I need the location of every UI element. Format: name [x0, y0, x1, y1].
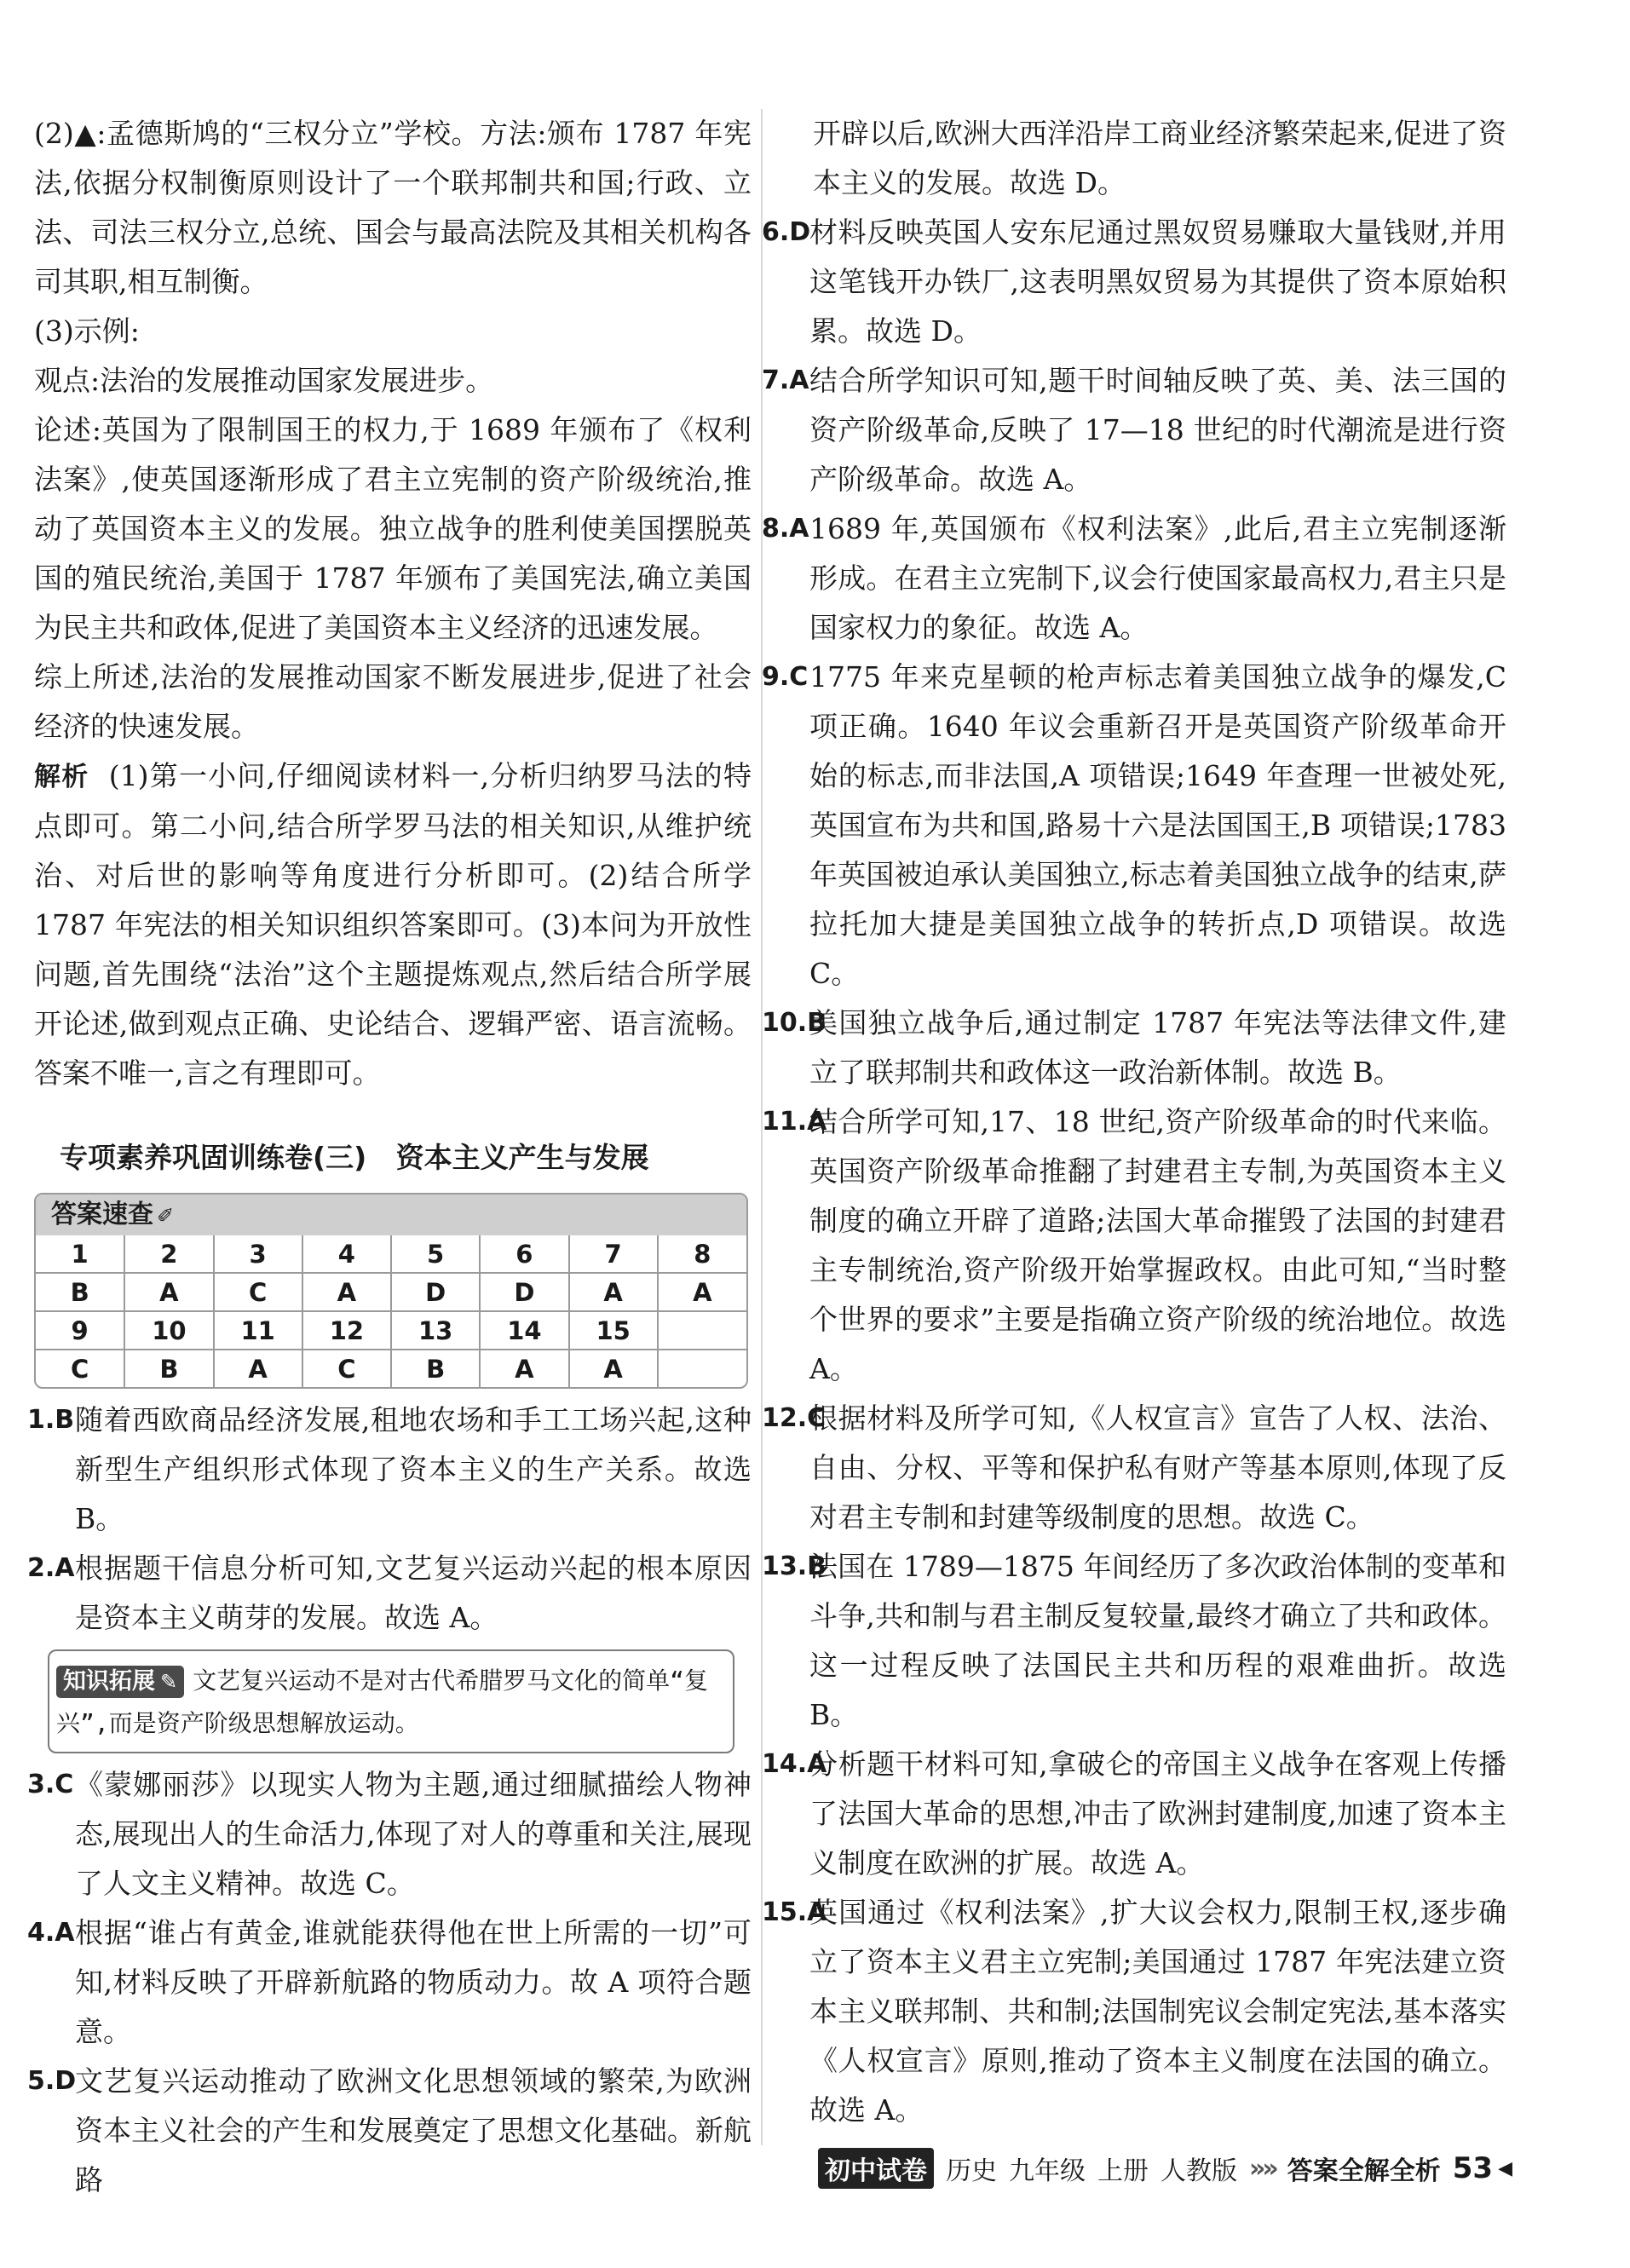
- argument: 论述:英国为了限制国王的权力,于 1689 年颁布了《权利法案》,使英国逐渐形成了君主立宪制的资产阶级统治,推动了英国资本主义的发展。独立战争的胜利使美国摆脱英国的殖民统治,美国于 1787 年颁布了美国宪法,确立美国为民主共和政体,促进了美国资本主义经济的迅速发展。: [34, 413, 752, 644]
- footer-title: 答案全解全析: [1287, 2156, 1441, 2186]
- table-cell: 12: [302, 1311, 391, 1350]
- item-text: 结合所学可知,17、18 世纪,资产阶级革命的时代来临。英国资产阶级革命推翻了封建君主专制,为英国资本主义制度的确立开辟了道路;法国大革命摧毁了法国的封建君主专制统治,资产阶级开始掌握政权。由此可知,“当时整个世界的要求”主要是指确立资产阶级的统治地位。故选 A。: [809, 1105, 1506, 1385]
- table-cell: B: [391, 1350, 480, 1387]
- answer-table-header: 答案速查 ✐: [36, 1194, 746, 1235]
- right-column: [762, 109, 1506, 2135]
- item-number: 8.A: [762, 514, 809, 544]
- table-cell: A: [214, 1350, 302, 1387]
- footer-volume: 上册: [1097, 2156, 1149, 2186]
- table-cell: [658, 1311, 746, 1350]
- table-cell: B: [124, 1350, 213, 1387]
- table-cell: B: [36, 1273, 124, 1311]
- table-cell: 2: [124, 1235, 213, 1273]
- page-footer: [818, 2147, 1512, 2190]
- answer-table: [36, 1235, 746, 1387]
- table-row: [36, 1311, 746, 1350]
- table-cell: 10: [124, 1311, 213, 1350]
- table-cell: A: [569, 1350, 658, 1387]
- answer-item-9: [762, 653, 1506, 999]
- footer-grade: 九年级: [1008, 2156, 1086, 2186]
- item-number: 15.A: [762, 1897, 827, 1927]
- table-cell: 15: [569, 1311, 658, 1350]
- footer-subject: 历史: [945, 2156, 997, 2186]
- table-cell: C: [214, 1273, 302, 1311]
- item-number: 10.B: [762, 1008, 827, 1038]
- item-number: 14.A: [762, 1749, 827, 1779]
- table-cell: 13: [391, 1311, 480, 1350]
- item-number: 1.B: [27, 1405, 75, 1435]
- answer-item-7: [762, 356, 1506, 504]
- item-5-continuation: 开辟以后,欧洲大西洋沿岸工商业经济繁荣起来,促进了资本主义的发展。故选 D。: [813, 117, 1506, 199]
- item-text: 根据题干信息分析可知,文艺复兴运动兴起的根本原因是资本主义萌芽的发展。故选 A。: [75, 1551, 752, 1634]
- table-row: [36, 1350, 746, 1387]
- item-number: 12.C: [762, 1403, 827, 1433]
- analysis-text: (1)第一小问,仔细阅读材料一,分析归纳罗马法的特点即可。第二小问,结合所学罗马法的相关知识,从维护统治、对后世的影响等角度进行分析即可。(2)结合所学 1787 年宪法的相关知识组织答案即可。(3)本问为开放性问题,首先围绕“法治”这个主题提炼观点,然后结合所学展开论述,做到观点正确、史论结合、逻辑严密、语言流畅。答案不唯一,言之有理即可。: [34, 759, 752, 1090]
- item-text: 1689 年,英国颁布《权利法案》,此后,君主立宪制逐渐形成。在君主立宪制下,议会行使国家最高权力,君主只是国家权力的象征。故选 A。: [809, 512, 1506, 644]
- book-icon: ✎: [160, 1670, 178, 1694]
- answer-item-13: [762, 1542, 1506, 1740]
- summary: 综上所述,法治的发展推动国家不断发展进步,促进了社会经济的快速发展。: [34, 660, 752, 743]
- item-number: 4.A: [27, 1918, 75, 1948]
- answer-item-1: [27, 1396, 752, 1544]
- knowledge-extension-text: 文艺复兴运动不是对古代希腊罗马文化的简单“复兴”,而是资产阶级思想解放运动。: [56, 1666, 708, 1737]
- table-cell: 3: [214, 1235, 302, 1273]
- item-number: 7.A: [762, 366, 809, 395]
- brand-label: 初中试卷: [818, 2148, 934, 2189]
- item-text: 英国通过《权利法案》,扩大议会权力,限制王权,逐步确立了资本主义君主立宪制;美国通过 1787 年宪法建立资本主义联邦制、共和制;法国制宪议会制定宪法,基本落实《人权宣言》原则,推动了资本主义制度在法国的确立。故选 A。: [809, 1896, 1506, 2127]
- item-text: 结合所学知识可知,题干时间轴反映了英、美、法三国的资产阶级革命,反映了 17—18 世纪的时代潮流是进行资产阶级革命。故选 A。: [809, 364, 1506, 496]
- answer-item-3: [27, 1760, 752, 1908]
- item-text: 1775 年来克星顿的枪声标志着美国独立战争的爆发,C 项正确。1640 年议会重新召开是英国资产阶级革命开始的标志,而非法国,A 项错误;1649 年查理一世被处死,英国宣布为共和国,路易十六是法国国王,B 项错误;1783 年英国被迫承认美国独立,标志着美国独立战争的结束,萨拉托加大捷是美国独立战争的转折点,D 项错误。故选 C。: [809, 660, 1506, 990]
- item-number: 2.A: [27, 1553, 75, 1583]
- table-row: [36, 1273, 746, 1311]
- table-cell: A: [569, 1273, 658, 1311]
- answer-item-2: [27, 1544, 752, 1643]
- table-cell: 14: [480, 1311, 568, 1350]
- answer-part-3: (3)示例:: [34, 314, 140, 348]
- pen-icon: ✐: [157, 1204, 175, 1228]
- answer-item-10: [762, 999, 1506, 1097]
- item-text: 根据“谁占有黄金,谁就能获得他在世上所需的一切”可知,材料反映了开辟新航路的物质动力。故 A 项符合题意。: [75, 1916, 752, 2048]
- table-cell: A: [480, 1350, 568, 1387]
- table-cell: A: [124, 1273, 213, 1311]
- analysis-label: 解析: [34, 762, 89, 792]
- table-cell: 7: [569, 1235, 658, 1273]
- answer-quick-check: [34, 1193, 748, 1389]
- item-text: 材料反映英国人安东尼通过黑奴贸易赚取大量钱财,并用这笔钱开办铁厂,这表明黑奴贸易为其提供了资本原始积累。故选 D。: [809, 216, 1506, 348]
- footer-edition: 人教版: [1160, 2156, 1237, 2186]
- item-text: 根据材料及所学可知,《人权宣言》宣告了人权、法治、自由、分权、平等和保护私有财产等基本原则,体现了反对君主专制和封建等级制度的思想。故选 C。: [809, 1402, 1506, 1534]
- table-cell: 5: [391, 1235, 480, 1273]
- analysis: [34, 751, 752, 1098]
- item-number: 13.B: [762, 1551, 827, 1581]
- answer-item-6: [762, 208, 1506, 356]
- page-number: 53: [1452, 2151, 1494, 2185]
- table-cell: [658, 1350, 746, 1387]
- table-cell: A: [302, 1273, 391, 1311]
- answer-item-11: [762, 1097, 1506, 1394]
- answer-item-4: [27, 1908, 752, 2057]
- section-title: 专项素养巩固训练卷(三) 资本主义产生与发展: [60, 1141, 649, 1174]
- table-cell: 6: [480, 1235, 568, 1273]
- answer-item-12: [762, 1394, 1506, 1542]
- triangle-left-icon: ◀: [1498, 2157, 1512, 2179]
- item-number: 3.C: [27, 1770, 74, 1799]
- answer-item-8: [762, 504, 1506, 653]
- table-cell: 9: [36, 1311, 124, 1350]
- knowledge-extension-box: [48, 1649, 734, 1753]
- item-number: 6.D: [762, 217, 811, 247]
- item-number: 9.C: [762, 662, 809, 692]
- double-chevron-icon: »»: [1248, 2153, 1276, 2184]
- viewpoint: 观点:法治的发展推动国家发展进步。: [34, 364, 494, 397]
- knowledge-extension-tag: 知识拓展 ✎: [56, 1666, 184, 1698]
- answer-item-14: [762, 1740, 1506, 1888]
- item-text: 法国在 1789—1875 年间经历了多次政治体制的变革和斗争,共和制与君主制反复较量,最终才确立了共和政体。这一过程反映了法国民主共和历程的艰难曲折。故选 B。: [809, 1550, 1506, 1731]
- item-text: 文艺复兴运动推动了欧洲文化思想领域的繁荣,为欧洲资本主义社会的产生和发展奠定了思想文化基础。新航路: [75, 2064, 752, 2196]
- table-cell: C: [302, 1350, 391, 1387]
- answer-part-2: (2)▲:孟德斯鸠的“三权分立”学校。方法:颁布 1787 年宪法,依据分权制衡原则设计了一个联邦制共和国;行政、立法、司法三权分立,总统、国会与最高法院及其相关机构各司其职,相互制衡。: [34, 117, 752, 298]
- item-text: 分析题干材料可知,拿破仑的帝国主义战争在客观上传播了法国大革命的思想,冲击了欧洲封建制度,加速了资本主义制度在欧洲的扩展。故选 A。: [809, 1747, 1506, 1879]
- table-cell: 11: [214, 1311, 302, 1350]
- item-text: 随着西欧商品经济发展,租地农场和手工工场兴起,这种新型生产组织形式体现了资本主义的生产关系。故选 B。: [75, 1403, 752, 1535]
- answer-item-5: [27, 2057, 752, 2205]
- table-cell: A: [658, 1273, 746, 1311]
- table-cell: C: [36, 1350, 124, 1387]
- item-number: 11.A: [762, 1107, 827, 1137]
- table-row: [36, 1235, 746, 1273]
- table-cell: D: [391, 1273, 480, 1311]
- answer-item-15: [762, 1888, 1506, 2135]
- table-cell: 4: [302, 1235, 391, 1273]
- left-column: [27, 109, 752, 2205]
- item-number: 5.D: [27, 2066, 77, 2096]
- table-cell: 1: [36, 1235, 124, 1273]
- item-text: 美国独立战争后,通过制定 1787 年宪法等法律文件,建立了联邦制共和政体这一政治新体制。故选 B。: [809, 1006, 1506, 1089]
- item-text: 《蒙娜丽莎》以现实人物为主题,通过细腻描绘人物神态,展现出人的生命活力,体现了对人的尊重和关注,展现了人文主义精神。故选 C。: [75, 1768, 752, 1900]
- table-cell: D: [480, 1273, 568, 1311]
- table-cell: 8: [658, 1235, 746, 1273]
